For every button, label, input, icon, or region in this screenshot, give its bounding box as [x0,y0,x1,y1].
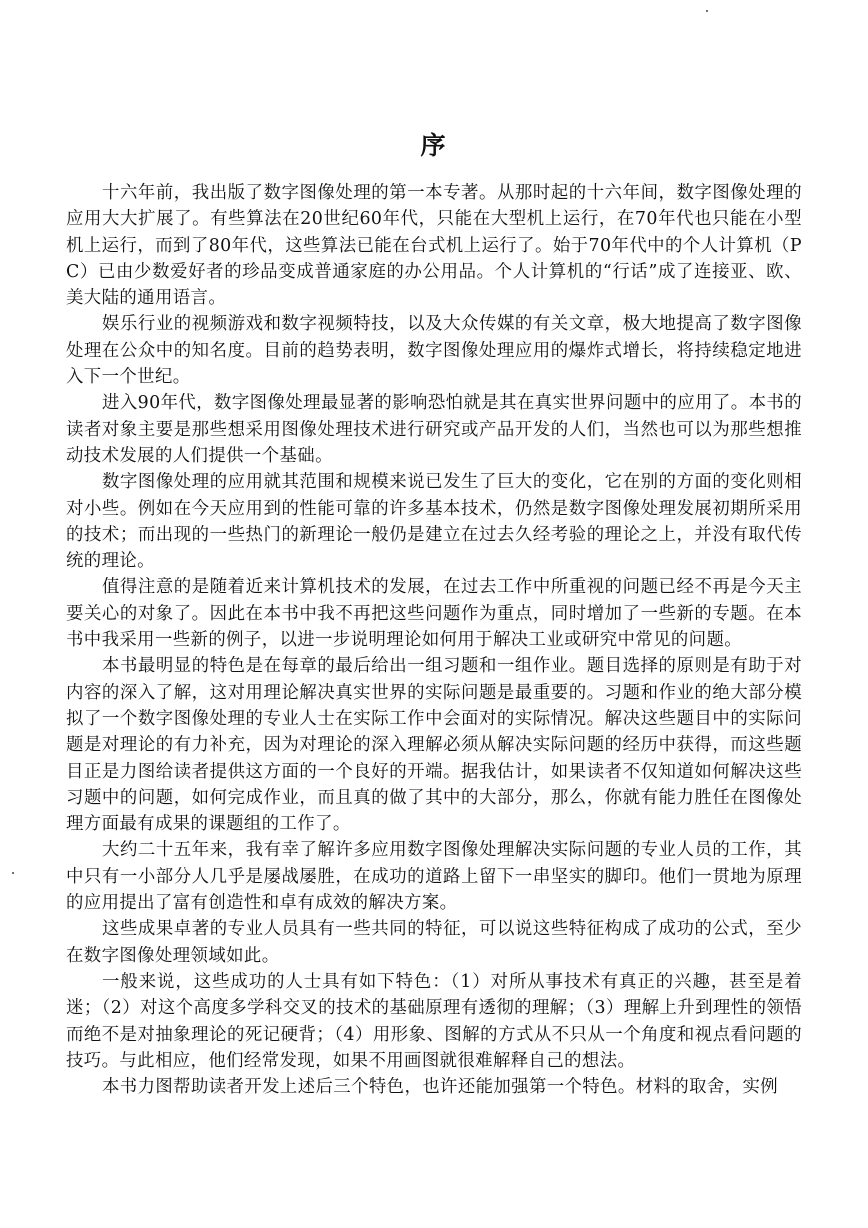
paragraph: 大约二十五年来，我有幸了解许多应用数字图像处理解决实际问题的专业人员的工作，其中只有一小部分人几乎是屡战屡胜，在成功的道路上留下一串坚实的脚印。他们一贯地为原理的应用提出了富有创造性和卓有成效的解决方案。 [66,840,802,914]
paragraph: 进入90年代，数字图像处理最显著的影响恐怕就是其在真实世界问题中的应用了。本书的读者对象主要是那些想采用图像处理技术进行研究或产品开发的人们，当然也可以为那些想推动技术发展的人们提供一个基础。 [66,393,802,466]
paragraph: 这些成果卓著的专业人员具有一些共同的特征，可以说这些特征构成了成功的公式，至少在数字图像处理领域如此。 [66,919,802,966]
paragraph: 本书力图帮助读者开发上述后三个特色，也许还能加强第一个特色。材料的取舍，实例 [102,1077,779,1098]
scan-speck [706,10,708,12]
paragraph: 十六年前，我出版了数字图像处理的第一本专著。从那时起的十六年间，数字图像处理的应用大大扩展了。有些算法在20世纪60年代，只能在大型机上运行，在70年代也只能在小型机上运行，而到了80年代，这些算法已能在台式机上运行了。始于70年代中的个人计算机（PC）已由少数爱好者的珍品变成普通家庭的办公用品。个人计算机的“行话”成了连接亚、欧、美大陆的通用语言。 [66,183,802,309]
paragraph: 数字图像处理的应用就其范围和规模来说已发生了巨大的变化，它在别的方面的变化则相对小些。例如在今天应用到的性能可靠的许多基本技术，仍然是数字图像处理发展初期所采用的技术；而出现的一些热门的新理论一般仍是建立在过去久经考验的理论之上，并没有取代传统的理论。 [66,472,802,572]
scan-speck [12,872,14,874]
paragraph: 一般来说，这些成功的人士具有如下特色：（1）对所从事技术有真正的兴趣，甚至是着迷；（2）对这个高度多学科交叉的技术的基础原理有透彻的理解；（3）理解上升到理性的领悟而绝不是对抽象理论的死记硬背；（4）用形象、图解的方式从不只从一个角度和视点看问题的技巧。与此相应，他们经常发现，如果不用画图就很难解释自己的想法。 [66,971,802,1071]
paragraph: 本书最明显的特色是在每章的最后给出一组习题和一组作业。题目选择的原则是有助于对内容的深入了解，这对用理论解决真实世界的实际问题是最重要的。习题和作业的绝大部分模拟了一个数字图像处理的专业人士在实际工作中会面对的实际情况。解决这些题目中的实际问题是对理论的有力补充，因为对理论的深入理解必须从解决实际问题的经历中获得，而这些题目正是力图给读者提供这方面的一个良好的开端。据我估计，如果读者不仅知道如何解决这些习题中的问题，如何完成作业，而且真的做了其中的大部分，那么，你就有能力胜任在图像处理方面最有成果的课题组的工作了。 [66,656,802,835]
page-title: 序 [420,131,448,160]
paragraph: 娱乐行业的视频游戏和数字视频特技，以及大众传媒的有关文章，极大地提高了数字图像处理在公众中的知名度。目前的趋势表明，数字图像处理应用的爆炸式增长，将持续稳定地进入下一个世纪。 [66,314,802,388]
paragraph: 值得注意的是随着近来计算机技术的发展，在过去工作中所重视的问题已经不再是今天主要关心的对象了。因此在本书中我不再把这些问题作为重点，同时增加了一些新的专题。在本书中我采用一些新的例子，以进一步说明理论如何用于解决工业或研究中常见的问题。 [66,577,802,651]
preface-body [66,180,802,1100]
